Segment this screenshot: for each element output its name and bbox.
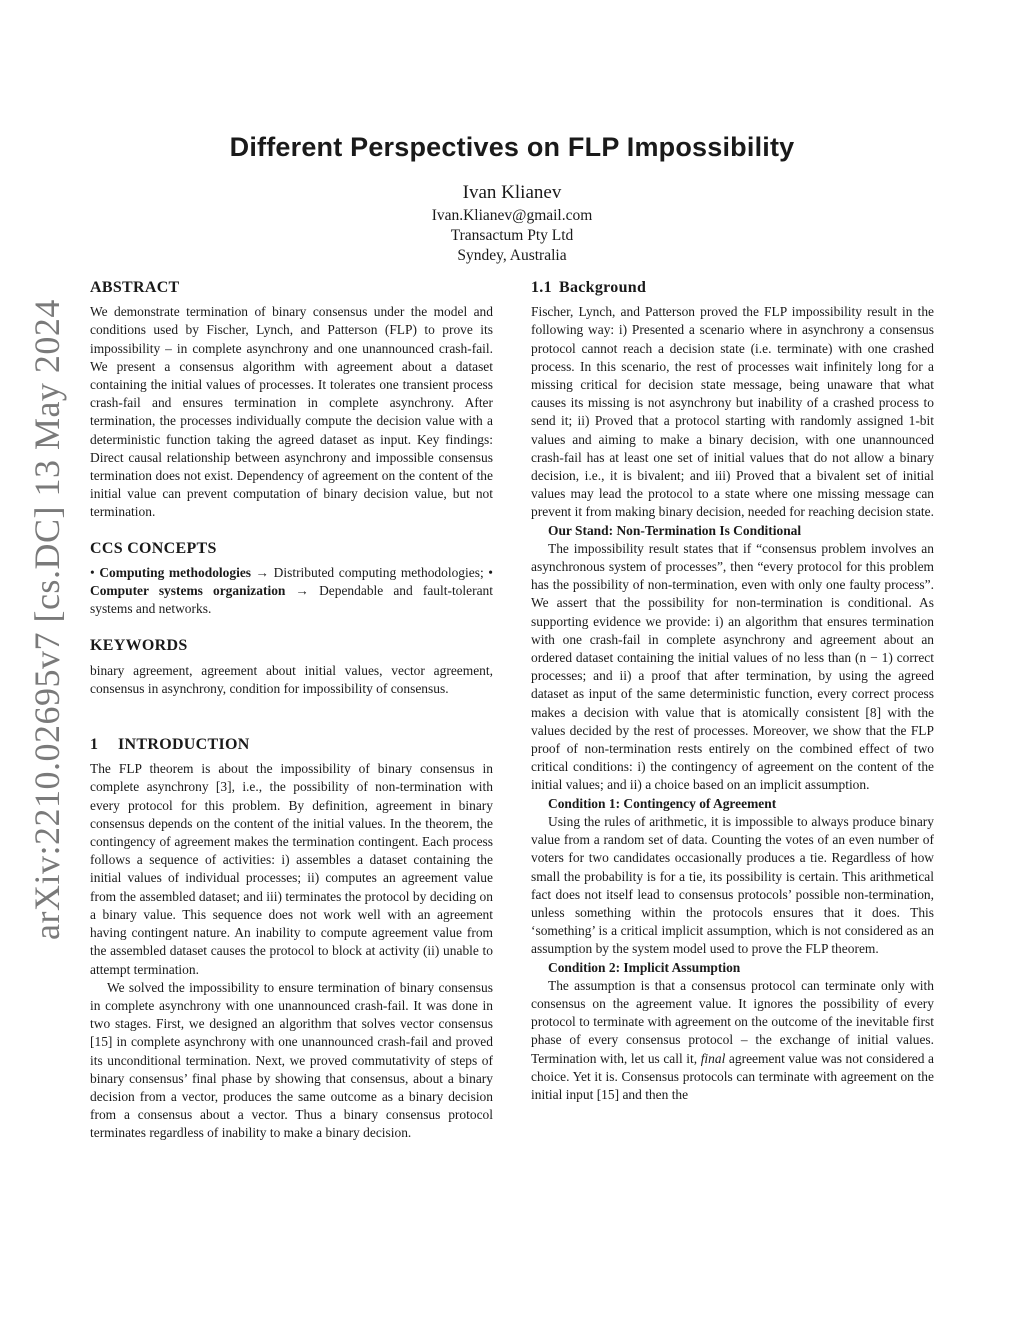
intro-paragraph: We solved the impossibility to ensure termination of binary consensus in complete asynchrony with one unannounced crash-fail. It was done in two stages. First, we designed an algorithm that solves vector consensus [15] in complete asynchrony with one unannounced crash-fail and proved its unconditional termination. Next, we proved commutativity of steps of binary consensus’ final phase by showing that consensus, about a binary decision from a vector, produces the same outcome as a binary decision from a consensus about a vector. Thus a binary consensus protocol terminates regardless of inability to make a binary decision. (90, 979, 493, 1141)
author-block (0, 180, 1024, 266)
ccs-concepts (90, 564, 493, 619)
run-in-heading: Condition 1: Contingency of Agreement (548, 795, 777, 811)
author-affiliation: Transactum Pty Ltd (450, 227, 574, 244)
section-title: INTRODUCTION (118, 736, 250, 754)
arrow-icon: → (295, 583, 309, 599)
run-in-heading: Condition 2: Implicit Assumption (548, 959, 741, 975)
ccs-heading: CCS CONCEPTS (90, 539, 217, 557)
author-name: Ivan Klianev (462, 182, 562, 203)
subsection-heading (531, 279, 934, 297)
ccs-text: Dependable and fault-tolerant systems and networks. (90, 583, 493, 617)
paragraph-text: agreement value was not considered a choice. Yet it is. Consensus protocols can terminate with agreement on the initial input [15] and then the (531, 1050, 934, 1102)
author-location: Syndey, Australia (457, 247, 567, 264)
background-paragraph (531, 977, 934, 1104)
keywords-heading: KEYWORDS (90, 637, 188, 655)
section-heading (90, 736, 493, 754)
arxiv-identifier: arXiv:2210.02695v7 [cs.DC] 13 May 2024 (27, 299, 67, 940)
subsection-number: 1.1 (531, 279, 552, 296)
background-paragraph: Using the rules of arithmetic, it is impossible to always produce binary value from a random set of data. Counting the votes of an even number of voters for two candidates occasionally produces a tie. Regardless of how small the probability is for a tie, its possibility is certain. This arithmetical fact does not itself lead to consensus protocols’ possible non-termination, unless something within the protocols ensures that it does. This ‘something’ is a critical implicit assumption, which is not considered as an assumption by the system model used to prove the FLP theorem. (531, 813, 934, 957)
paragraph-text: The assumption is that a consensus protocol can terminate only with consensus on the agreement value. It ignores the possibility of every protocol to terminate with agreement on the outcome of the inevitable first phase of every consensus protocol – the exchange of initial values. Termination with, let us call it, (531, 977, 934, 1066)
paper-title: Different Perspectives on FLP Impossibility (229, 132, 795, 162)
author-email: Ivan.Klianev@gmail.com (431, 207, 593, 224)
ccs-term: Computing methodologies (99, 564, 252, 580)
background-paragraph: The impossibility result states that if “consensus problem involves an asynchronous system of processes”, then “every protocol for this problem has the possibility of non-termination, even with only one faulty process”. We assert that the possibility for non-termination is conditional. As supporting evidence we provide: i) an algorithm that ensures termination with one crash-fail in complete asynchrony and agreement about an ordered dataset containing the initial values of no less than (n − 1) correct processes; and ii) a proof that after termination, by using the agreed dataset as input of the same deterministic function, every correct process makes a decision with value that is atomically consistent [8] with the values decided by the rest of processes. Moreover, we show that the FLP proof of non-termination rests entirely on the combined effect of two critical conditions: i) the contingency of agreement on the content of the initial values; and ii) a choice based on an implicit assumption. (531, 540, 934, 793)
background-paragraph: Fischer, Lynch, and Patterson proved the FLP impossibility result in the following way: i) Presented a scenario where in asynchrony a consensus protocol cannot reach a decision state (i.e. terminate) with one crashed process. In this scenario, the rest of processes wait infinitely long for a missing critical for decision state message, being unaware that what causes its missing is not asynchrony but inability of a crashed process to send it; ii) Proved that a protocol starting with randomly assigned 1-bit values and aiming to make a binary decision, with one unannounced crash-fail has at least one set of initial values that do not allow a binary decision, i.e., it is bivalent; and iii) Proved that a bivalent set of initial values may lead the protocol to a state where one missing message can prevent it from making binary decision, needed for reaching decision state. (531, 304, 934, 520)
keywords-text: binary agreement, agreement about initial values, vector agreement, consensus in asynchrony, condition for impossibility of consensus. (90, 662, 493, 696)
ccs-term: Computer systems organization (90, 583, 286, 599)
ccs-bullet: • (488, 564, 494, 580)
left-column (90, 277, 493, 1143)
run-in-heading: Our Stand: Non-Termination Is Conditional (548, 522, 802, 538)
subsection-title: Background (559, 279, 647, 296)
intro-paragraph: The FLP theorem is about the impossibility of binary consensus in complete asynchrony [3], i.e., the possibility of non-termination with every protocol for this problem. By definition, agreement in binary consensus depends on the content of the initial values. In the theorem, the contingency of agreement makes the termination contingent. Each process follows a sequence of activities: i) assembles a dataset containing the initial values of individual processes; ii) computes an agreement value from the assembled dataset; and iii) terminates the protocol by deciding on a binary value. This sequence does not work well with an agreement having contingent nature. An inability to compute agreement value from the assembled dataset causes the protocol to block at activity (ii) unable to attempt termination. (90, 761, 493, 977)
ccs-text: Distributed computing methodologies; (273, 564, 484, 580)
ccs-bullet: • (90, 564, 95, 580)
section-number: 1 (90, 736, 99, 754)
emphasis-text: final (700, 1050, 726, 1066)
right-column (531, 277, 934, 1104)
arrow-icon: → (255, 564, 270, 580)
abstract-heading: ABSTRACT (90, 279, 180, 296)
abstract-text: We demonstrate termination of binary consensus under the model and conditions used by Fischer, Lynch, and Patterson (FLP) to prove its impossibility – in complete asynchrony and one unannounced crash-fail. We present a consensus algorithm with agreement about a dataset containing the initial values of processes. It tolerates one transient process crash-fail and ensures termination in complete asynchrony. After termination, the processes individually compute the decision value with a deterministic function taking the agreed dataset as input. Key findings: Direct causal relationship between asynchrony and impossible consensus termination does not exist. Dependency of agreement on the content of the initial value can prevent computation of binary decision value, but not termination. (90, 304, 493, 520)
